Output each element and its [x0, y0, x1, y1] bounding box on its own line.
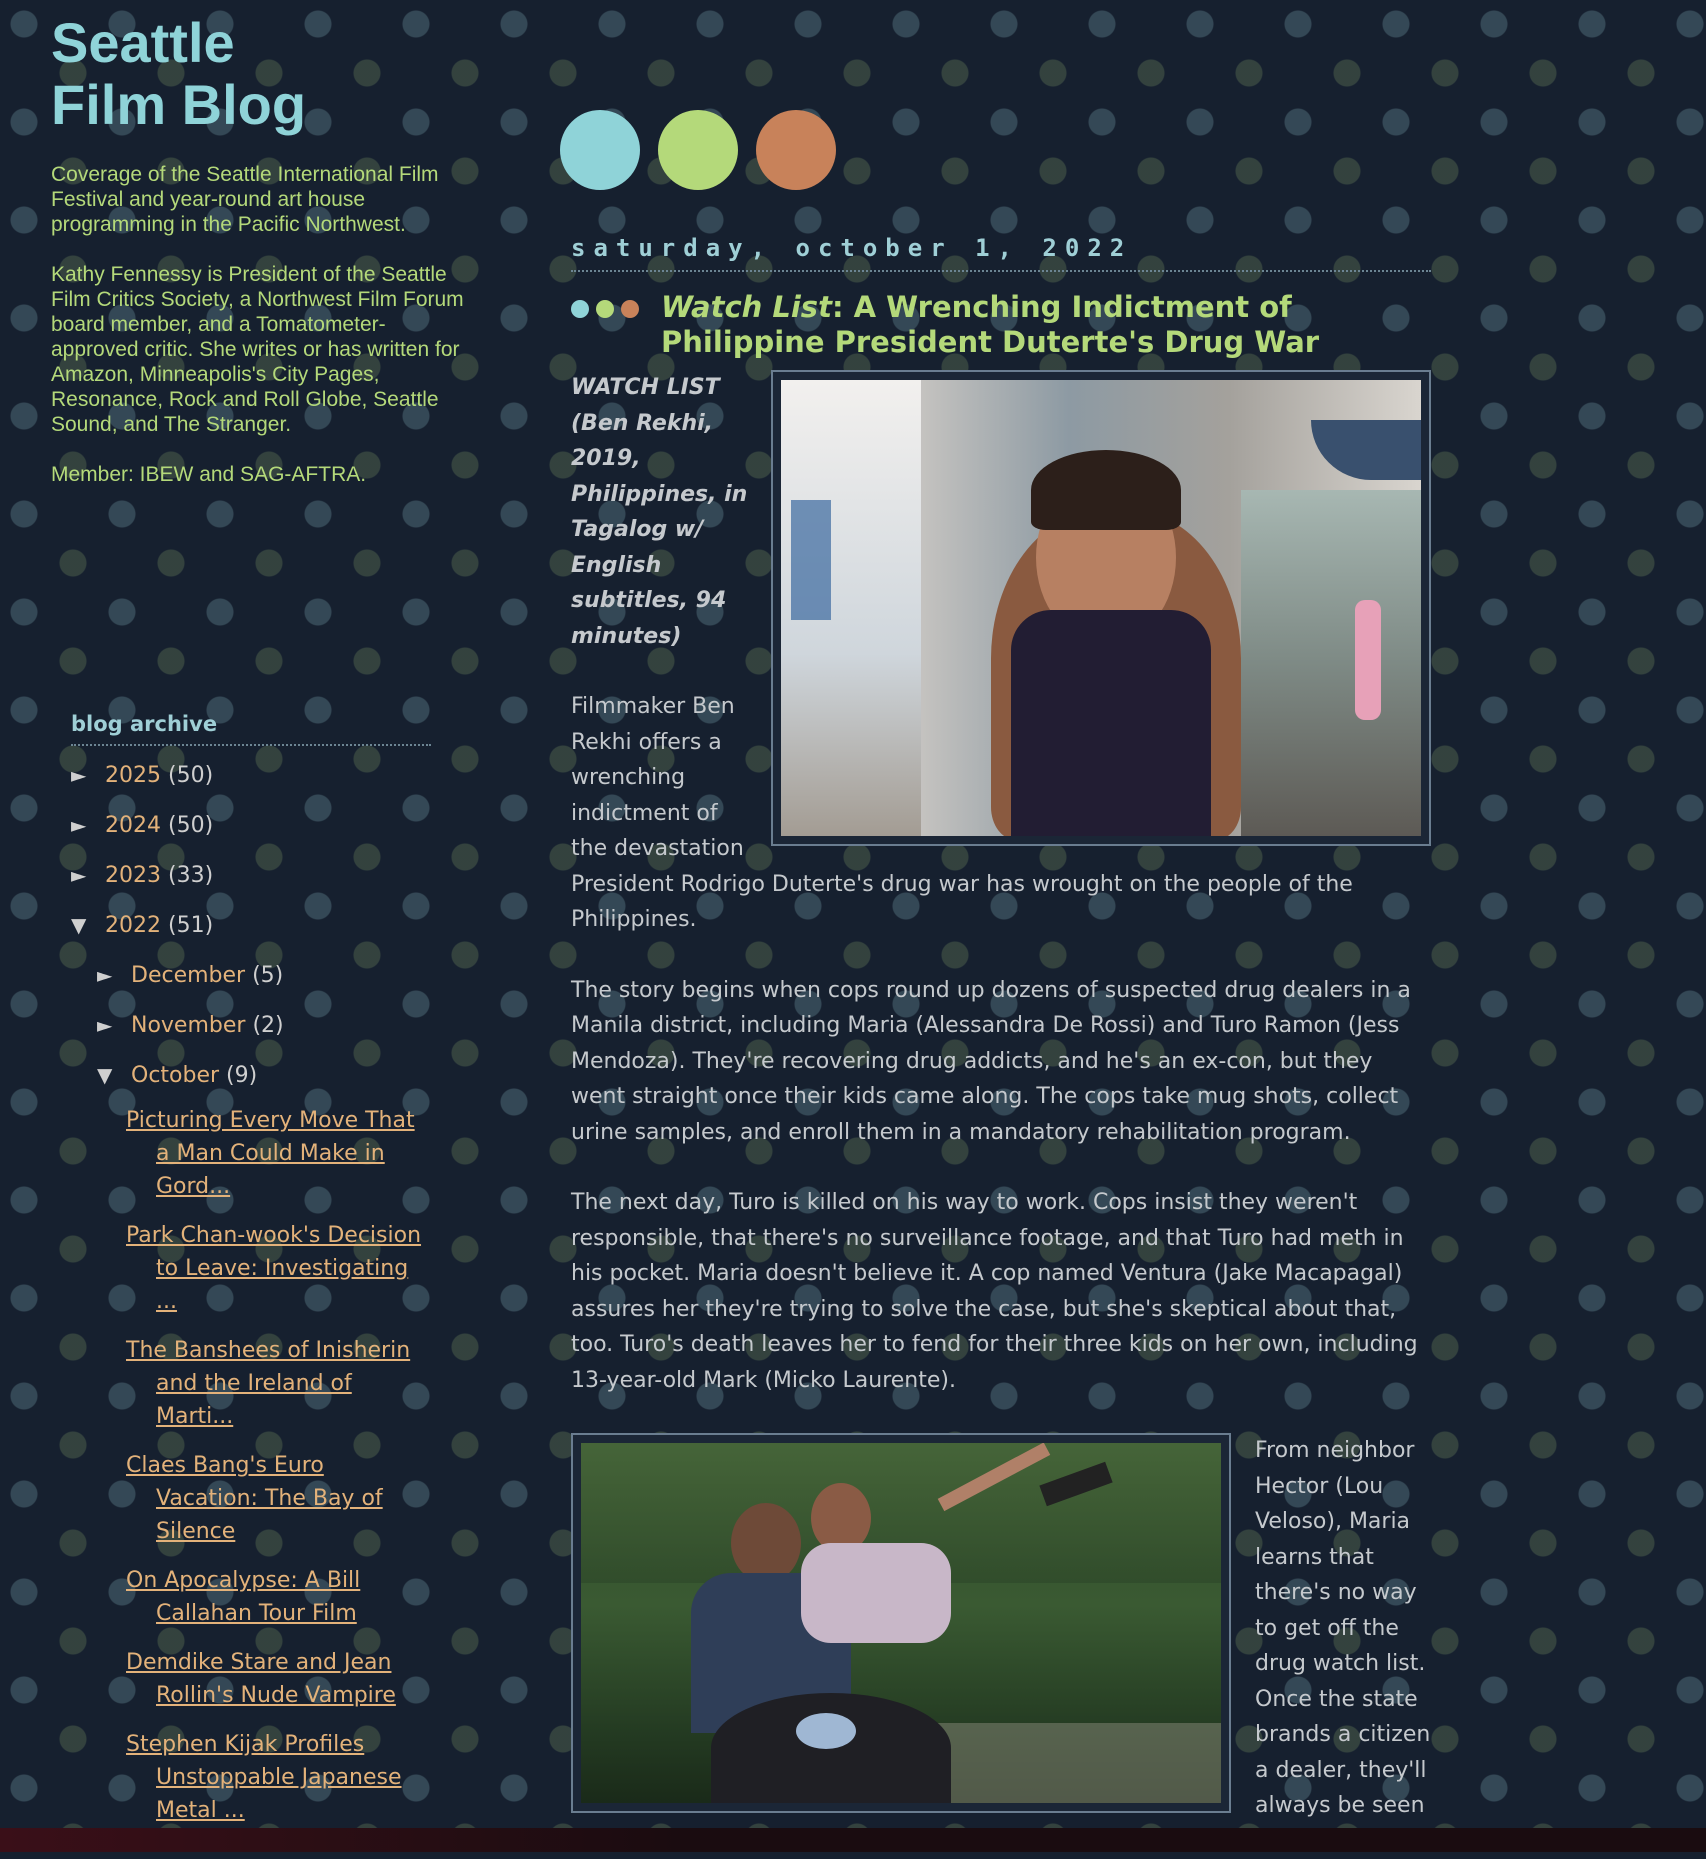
- archive-year-label[interactable]: 2023: [105, 863, 161, 888]
- post-image-1[interactable]: [771, 370, 1431, 846]
- archive-title: blog archive: [71, 712, 431, 746]
- archive-month-label[interactable]: October: [131, 1063, 220, 1088]
- list-item: [126, 1334, 431, 1433]
- post-paragraph: The next day, Turo is killed on his way to work. Cops insist they weren't responsible, that there's no surveillance footage, and that Turo had meth in his pocket. Maria doesn't believe it. A cop named Ventura (Jake Macapagal) assures her they're trying to solve the case, but she's skeptical about that, too. Turo's death leaves her to fend for their three kids on her own, including 13-year-old Mark (Micko Laurente).: [571, 1190, 1418, 1393]
- teal-dot-icon: [571, 300, 589, 318]
- archive-month-label[interactable]: December: [131, 963, 246, 988]
- archive-count: (5): [252, 963, 284, 988]
- blog-description: [51, 162, 471, 487]
- teal-circle-icon: [560, 110, 640, 190]
- expand-toggle-icon[interactable]: ►: [71, 863, 87, 887]
- post-bullet-dots: [571, 300, 646, 322]
- archive-post-link[interactable]: Park Chan-wook's Decision to Leave: Investigating ...: [126, 1223, 422, 1314]
- archive-count: (2): [252, 1013, 284, 1038]
- post-paragraph: The story begins when cops round up dozens of suspected drug dealers in a Manila district, including Maria (Alessandra De Rossi) and Turo Ramon (Jess Mendoza). They're recovering drug addicts, and he's an ex-con, but they went straight once their kids came along. The cops take mug shots, collect urine samples, and enroll them in a mandatory rehabilitation program.: [571, 977, 1411, 1145]
- orange-dot-icon: [621, 300, 639, 318]
- green-dot-icon: [596, 300, 614, 318]
- post-paragraph: Filmmaker Ben Rekhi offers a wrenching indictment of the devastation President Rodrigo Duterte's drug war has wrought on the people of the Philippines.: [571, 694, 1353, 932]
- archive-month-november[interactable]: [71, 1000, 431, 1050]
- archive-year-label[interactable]: 2022: [105, 913, 161, 938]
- archive-post-link[interactable]: Picturing Every Move That a Man Could Make in Gord...: [126, 1108, 415, 1199]
- post-title-rest: : A Wrenching Indictment of Philippine President Duterte's Drug War: [661, 290, 1320, 359]
- expand-toggle-icon[interactable]: ►: [71, 763, 87, 787]
- post-title-row: [571, 290, 1431, 360]
- footer-bar: [0, 1828, 1706, 1852]
- archive-year-label[interactable]: 2024: [105, 813, 161, 838]
- archive-month-october[interactable]: [71, 1050, 431, 1100]
- archive-post-list: [126, 1104, 431, 1827]
- archive-post-link[interactable]: Stephen Kijak Profiles Unstoppable Japanese Metal ...: [126, 1732, 402, 1823]
- archive-year-label[interactable]: 2025: [105, 763, 161, 788]
- archive-count: (33): [168, 863, 214, 888]
- sidebar: [51, 12, 471, 512]
- post-image-2[interactable]: [571, 1433, 1231, 1813]
- list-item: [126, 1104, 431, 1203]
- film-still-woman-on-phone: [781, 380, 1421, 836]
- main-content: [571, 234, 1431, 1859]
- expand-toggle-icon[interactable]: ►: [97, 963, 113, 987]
- orange-circle-icon: [756, 110, 836, 190]
- green-circle-icon: [658, 110, 738, 190]
- post-paragraph: From neighbor Hector (Lou Veloso), Maria learns that there's no way to get off the drug watch list. Once the state brands a citizen a dealer, they'll always be seen: [1255, 1438, 1431, 1818]
- blog-archive: [71, 712, 431, 1843]
- list-item: [126, 1449, 431, 1548]
- blog-description-text: Coverage of the Seattle International Film Festival and year-round art house programming in the Pacific Northwest.: [51, 163, 439, 236]
- author-bio: Kathy Fennessy is President of the Seattle Film Critics Society, a Northwest Film Forum board member, and a Tomatometer-approved critic. She writes or has written for Amazon, Minneapolis's City Pages, Resonance, Rock and Roll Globe, Seattle Sound, and The Stranger.: [51, 263, 464, 436]
- archive-post-link[interactable]: Demdike Stare and Jean Rollin's Nude Vampire: [126, 1650, 396, 1708]
- post-title[interactable]: [661, 290, 1431, 360]
- archive-month-label[interactable]: November: [131, 1013, 246, 1038]
- archive-year-2025[interactable]: [71, 750, 431, 800]
- list-item: [126, 1646, 431, 1712]
- blog-title[interactable]: Seattle Film Blog: [51, 11, 307, 136]
- post-title-italic: Watch List: [661, 290, 832, 324]
- archive-post-link[interactable]: On Apocalypse: A Bill Callahan Tour Film: [126, 1568, 361, 1626]
- archive-year-2023[interactable]: [71, 850, 431, 900]
- expand-toggle-icon[interactable]: ►: [71, 813, 87, 837]
- list-item: [126, 1564, 431, 1630]
- archive-count: (9): [226, 1063, 258, 1088]
- post-date: saturday, october 1, 2022: [571, 234, 1431, 272]
- film-still-motorbike-gun: [581, 1443, 1221, 1803]
- archive-count: (50): [168, 813, 214, 838]
- collapse-toggle-icon[interactable]: ▼: [71, 913, 87, 937]
- post-body: [571, 370, 1431, 1824]
- collapse-toggle-icon[interactable]: ▼: [97, 1063, 113, 1087]
- archive-month-december[interactable]: [71, 950, 431, 1000]
- author-membership: Member: IBEW and SAG-AFTRA.: [51, 463, 367, 486]
- archive-year-2024[interactable]: [71, 800, 431, 850]
- film-credits: WATCH LIST (Ben Rekhi, 2019, Philippines, in Tagalog w/ English subtitles, 94 minutes): [571, 375, 748, 649]
- archive-post-link[interactable]: Claes Bang's Euro Vacation: The Bay of Silence: [126, 1453, 383, 1544]
- header-decoration-dots: [560, 110, 854, 194]
- archive-count: (51): [168, 913, 214, 938]
- expand-toggle-icon[interactable]: ►: [97, 1013, 113, 1037]
- archive-year-2022[interactable]: [71, 900, 431, 950]
- list-item: [126, 1219, 431, 1318]
- list-item: [126, 1728, 431, 1827]
- archive-count: (50): [168, 763, 214, 788]
- archive-post-link[interactable]: The Banshees of Inisherin and the Ireland of Marti...: [126, 1338, 411, 1429]
